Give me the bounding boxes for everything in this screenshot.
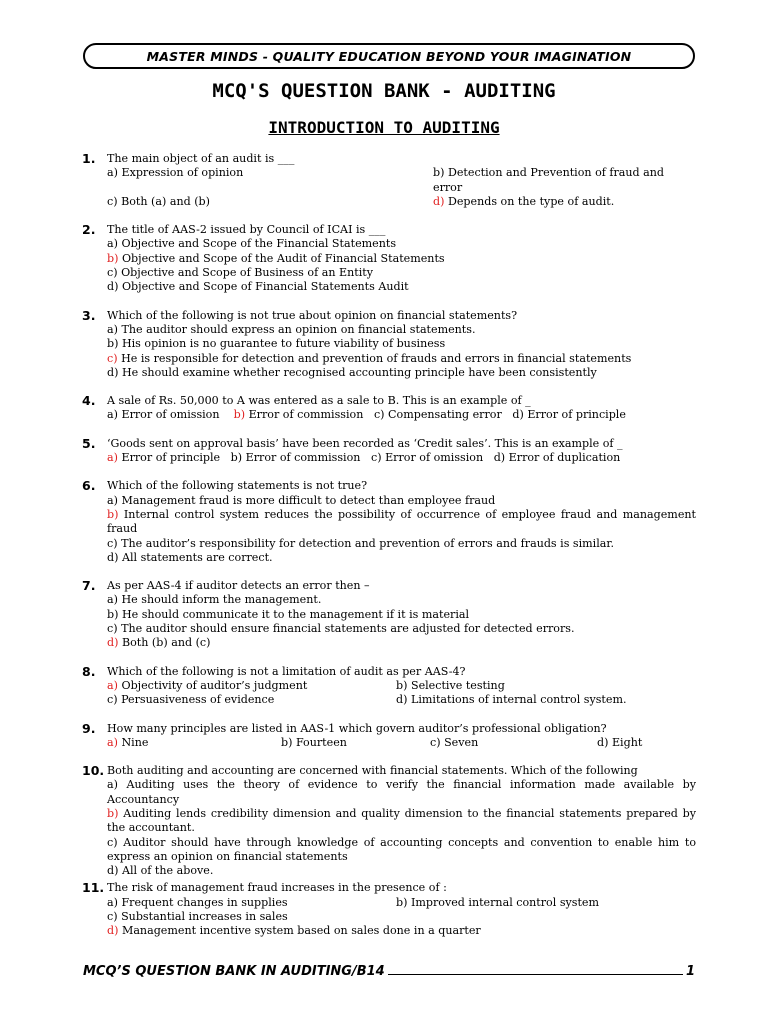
question-2 (82, 223, 696, 294)
option-d: d) All of the above. (107, 864, 214, 878)
question-number: 3. (82, 307, 96, 323)
question-8 (82, 665, 696, 708)
question-number: 5. (82, 435, 96, 451)
option-d: d) He should examine whether recognised accounting principle have been consistently (107, 365, 597, 379)
question-number: 1. (82, 151, 96, 166)
option-d: d) Error of duplication (493, 451, 621, 465)
option-b: b) Objective and Scope of the Audit of Financial Statements (107, 251, 445, 265)
question-number: 7. (82, 578, 96, 594)
option-d: d) Both (b) and (c) (107, 636, 211, 650)
question-5 (82, 437, 696, 466)
question-11 (82, 881, 696, 938)
option-b: b) Improved internal control system (396, 895, 600, 909)
option-c: c) Compensating error (373, 408, 502, 422)
option-a: a) Auditing uses the theory of evidence to verify the financial information made available by Accountancy (107, 778, 696, 806)
header-banner: MASTER MINDS - QUALITY EDUCATION BEYOND YOUR IMAGINATION (83, 43, 695, 69)
question-7 (82, 579, 696, 650)
option-b: b) Error of commission (233, 408, 364, 422)
question-text: Both auditing and accounting are concerned with financial statements. Which of the following (107, 764, 638, 778)
option-a: a) Management fraud is more difficult to detect than employee fraud (107, 493, 496, 507)
option-a: a) The auditor should express an opinion on financial statements. (107, 322, 476, 336)
question-text: As per AAS-4 if auditor detects an error then – (107, 579, 370, 593)
question-4 (82, 394, 696, 423)
option-c: c) Persuasiveness of evidence (107, 693, 275, 707)
option-d: d) Error of principle (512, 408, 626, 422)
question-number: 4. (82, 393, 96, 409)
option-c: c) Both (a) and (b) (107, 194, 210, 208)
question-text: The main object of an audit is ___ (107, 152, 295, 165)
option-a: a) Error of principle (107, 451, 221, 465)
option-d: d) Limitations of internal control system. (396, 693, 627, 707)
option-c: c) Seven (430, 735, 479, 749)
answer-marker: b) (233, 408, 246, 422)
answer-marker: b) (107, 806, 119, 820)
footer-rule (388, 963, 683, 975)
option-b: b) Fourteen (281, 735, 347, 749)
question-text: The risk of management fraud increases in the presence of : (107, 881, 447, 895)
option-d: d) Objective and Scope of Financial Statements Audit (107, 280, 409, 294)
option-b: b) Selective testing (396, 678, 505, 692)
question-list (82, 152, 696, 953)
question-3 (82, 309, 696, 380)
option-c: c) He is responsible for detection and prevention of frauds and errors in financial statements (107, 351, 632, 365)
question-text: ‘Goods sent on approval basis’ have been recorded as ‘Credit sales’. This is an example of _ (107, 436, 623, 450)
question-10 (82, 764, 696, 878)
question-number: 6. (82, 478, 96, 494)
option-a: a) Objectivity of auditor’s judgment (107, 678, 308, 692)
question-text: How many principles are listed in AAS-1 which govern auditor’s professional obligation? (107, 721, 607, 735)
option-a: a) Nine (107, 735, 149, 749)
question-9 (82, 722, 696, 751)
question-number: 11. (82, 880, 105, 896)
answer-marker: a) (107, 451, 118, 465)
question-1 (82, 152, 696, 209)
page-number: 1 (685, 964, 695, 979)
answer-marker: b) (107, 507, 119, 521)
option-c: c) The auditor’s responsibility for detection and prevention of errors and frauds is similar. (107, 536, 615, 550)
answer-marker: d) (107, 924, 119, 938)
question-text: Which of the following is not true about opinion on financial statements? (107, 308, 518, 322)
option-c: c) Auditor should have through knowledge of accounting concepts and convention to enable him to express an opinion on financial statements (107, 835, 696, 863)
option-a: a) Expression of opinion (107, 166, 244, 180)
answer-marker: a) (107, 735, 118, 749)
question-text: Which of the following statements is not true? (107, 479, 368, 493)
page-footer (83, 963, 695, 979)
option-d: d) Management incentive system based on sales done in a quarter (107, 924, 481, 938)
question-text: A sale of Rs. 50,000 to A was entered as a sale to B. This is an example of _ (107, 394, 531, 408)
question-text: The title of AAS-2 issued by Council of ICAI is ___ (107, 223, 386, 237)
page-title: MCQ'S QUESTION BANK - AUDITING (212, 80, 556, 102)
option-b: b) Auditing lends credibility dimension and quality dimension to the financial statements prepared by the accountant. (107, 806, 696, 835)
question-number: 9. (82, 720, 96, 736)
option-c: c) Substantial increases in sales (107, 910, 288, 924)
option-b: b) Error of commission (230, 451, 361, 465)
answer-marker: a) (107, 678, 118, 692)
option-b: b) Internal control system reduces the possibility of occurrence of employee fraud and management fraud (107, 507, 696, 536)
option-a: a) Objective and Scope of the Financial Statements (107, 237, 397, 251)
option-d: d) Eight (597, 735, 643, 749)
option-c: c) The auditor should ensure financial statements are adjusted for detected errors. (107, 622, 575, 636)
option-d: d) All statements are correct. (107, 550, 273, 564)
option-d: d) Depends on the type of audit. (433, 194, 615, 208)
chapter-title: INTRODUCTION TO AUDITING (268, 118, 500, 137)
question-text: Which of the following is not a limitation of audit as per AAS-4? (107, 664, 466, 678)
option-c: c) Error of omission (371, 451, 484, 465)
footer-title: MCQ’S QUESTION BANK IN AUDITING/B14 (83, 964, 385, 979)
option-a: a) He should inform the management. (107, 593, 322, 607)
question-number: 10. (82, 763, 105, 779)
option-c: c) Objective and Scope of Business of an Entity (107, 266, 373, 280)
answer-marker: d) (433, 194, 445, 208)
question-number: 8. (82, 663, 96, 679)
option-b: b) Detection and Prevention of fraud and error (433, 166, 665, 194)
answer-marker: b) (107, 251, 119, 265)
option-a: a) Error of omission (107, 408, 220, 422)
option-b: b) He should communicate it to the management if it is material (107, 607, 470, 621)
question-6 (82, 479, 696, 565)
answer-marker: d) (107, 636, 119, 650)
option-b: b) His opinion is no guarantee to future viability of business (107, 337, 446, 351)
answer-marker: c) (107, 351, 118, 365)
option-a: a) Frequent changes in supplies (107, 895, 288, 909)
question-number: 2. (82, 222, 96, 238)
